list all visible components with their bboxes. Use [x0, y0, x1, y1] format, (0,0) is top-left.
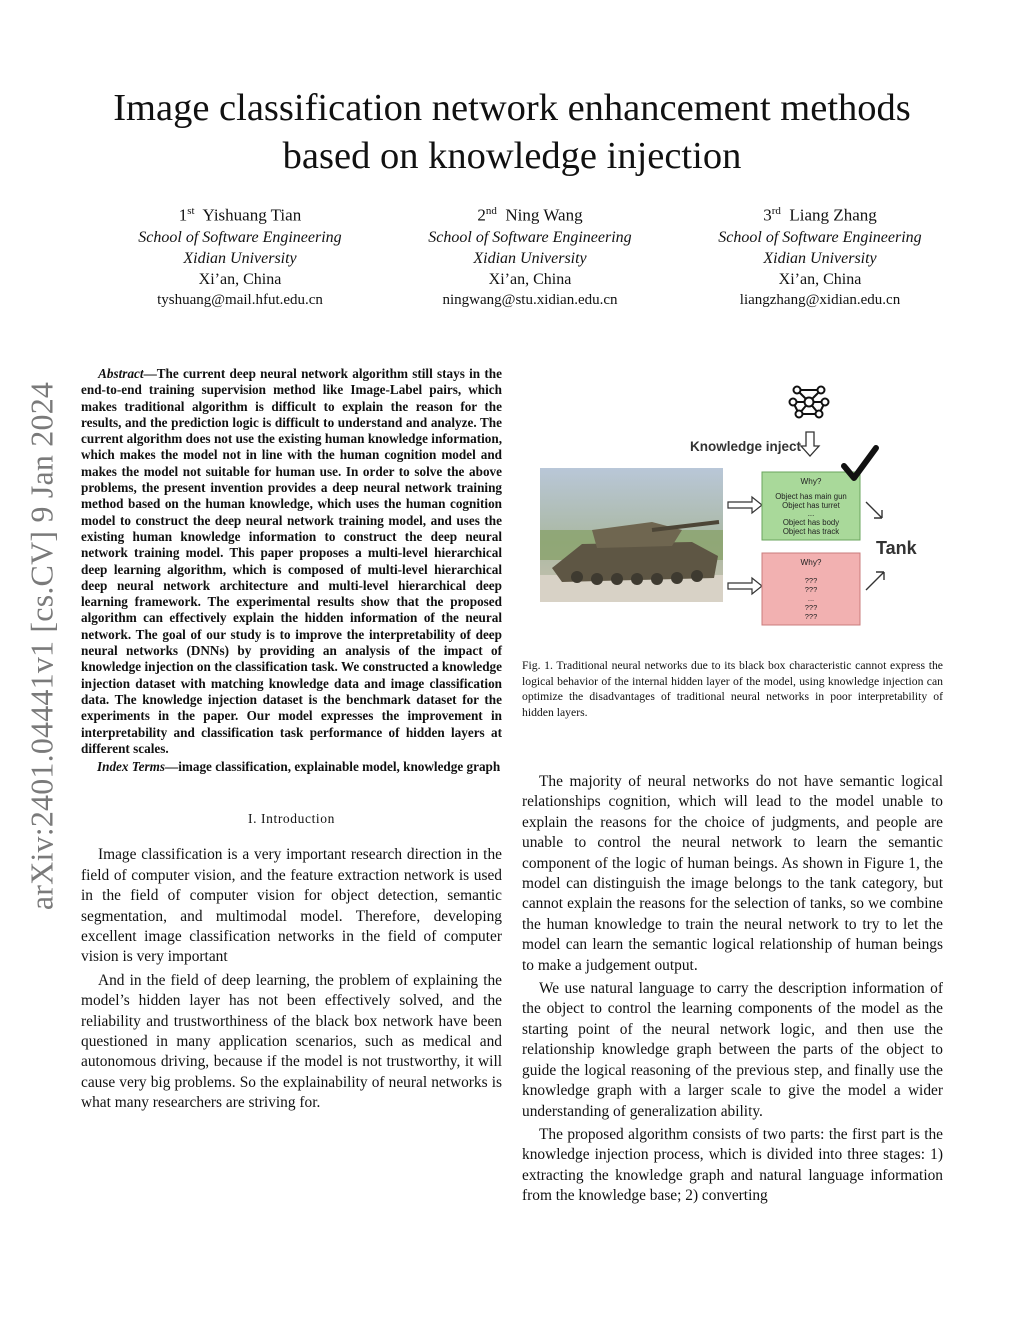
author-1: 1st Yishuang Tian School of Software Engineering Xidian University Xi’an, China tyshuang@mail.hfut.edu.cn [100, 200, 380, 311]
author-city: Xi’an, China [488, 270, 572, 288]
abstract [81, 366, 502, 757]
bottom-fact: ??? [804, 612, 818, 621]
right-paragraph-3: The proposed algorithm consists of two parts: the first part is the knowledge injection process, which is divided into three stages: 1) extracting the knowledge graph and natural language information from the knowledge base; 2) converting [522, 1125, 943, 1205]
knowledge-inject-label: Knowledge inject [690, 439, 802, 454]
abstract-text: —The current deep neural network algorithm still stays in the end-to-end training supervision method like Image-Label pairs, which makes traditional algorithm is difficult to explain the reason for the results, and the prediction logic is difficult to understand and analyze. The current algorithm does not use the existing human knowledge information, which makes the model not in line with the human cognition model and makes the model not suitable for human use. In order to solve the above problems, the present invention provides a deep neural network training method based on the human knowledge, which uses the human cognition model to construct the deep neural network training model, and uses the existing human knowledge information to construct the deep neural network training model. This paper proposes a multi-level hierarchical deep learning algorithm, which is composed of multi-level hierarchical deep neural network architecture and multi-level hierarchical deep learning framework. The experimental results show that the proposed algorithm can effectively explain the hidden information of the neural network. The goal of our study is to improve the interpretability of deep neural networks (DNNs) by providing an analysis of the impact of knowledge injection on the classification task. We constructed a knowledge injection dataset with matching knowledge data and image classification data. The knowledge injection dataset is the benchmark dataset for the experiments in the paper. Our model expresses the improvement in interpretability and classification task performance of hidden layers at different scales. [81, 366, 502, 756]
title-line-2: based on knowledge injection [282, 135, 742, 177]
index-terms [81, 759, 502, 775]
author-email: ningwang@stu.xidian.edu.cn [442, 291, 618, 308]
author-department: School of Software Engineering [138, 228, 342, 246]
arxiv-side-identifier [22, 366, 62, 926]
unexplained-reasoning-box [762, 553, 860, 625]
author-name: Ning Wang [505, 205, 583, 225]
figure-1 [522, 380, 943, 642]
bottom-fact: ??? [804, 576, 818, 585]
left-column [81, 366, 502, 1117]
right-column [522, 380, 943, 1210]
why-top-label: Why? [800, 477, 822, 486]
paper-title [60, 84, 964, 180]
down-arrow-icon [801, 432, 819, 456]
checkmark-icon [844, 448, 876, 478]
section-heading-introduction: I. Introduction [248, 811, 335, 827]
right-paragraph-1: The majority of neural networks do not have semantic logical relationships cognition, which will lead to the model unable to explain the reasons for the choice of judgments, and people are unable to control the neural network to learn the semantic component of the logic of human beings. As shown in Figure 1, the model can distinguish the image belongs to the tank category, but cannot explain the reasons for the selection of tanks, so we combine the human knowledge to train the neural network to try to let the model can learn the semantic logical relationship of human beings to make a judgement output. [522, 773, 943, 974]
arrow-icon [866, 572, 884, 590]
intro-paragraph-1: Image classification is a very important research direction in the field of computer vision, and the feature extraction network is used in the field of computer vision for object detection, semantic segmentation, and multimodal model. Therefore, developing excellent image classification networks in the field of computer vision is very important [81, 846, 502, 966]
author-name: Liang Zhang [789, 205, 877, 225]
title-line-1: Image classification network enhancement methods [113, 87, 911, 129]
arxiv-id-text: arXiv:2401.04441v1 [cs.CV] 9 Jan 2024 [23, 381, 60, 911]
top-fact: Object has main gun [775, 492, 847, 501]
abstract-lead: Abstract [98, 366, 144, 381]
tank-photo [540, 468, 723, 602]
author-name: Yishuang Tian [202, 205, 302, 225]
arrow-icon [866, 502, 882, 518]
top-fact: Object has turret [782, 501, 840, 510]
right-body-text [522, 772, 943, 1207]
author-department: School of Software Engineering [428, 228, 632, 246]
arrow-icon [728, 578, 762, 594]
author-university: Xidian University [763, 249, 877, 267]
author-university: Xidian University [473, 249, 587, 267]
why-bottom-label: Why? [800, 558, 822, 567]
figure-1-caption: Fig. 1. Traditional neural networks due to its black box characteristic cannot express the logical behavior of the internal hidden layer of the model, using knowledge injection can optimize the disadvantages of traditional neural networks in poor interpretability of hidden layers. [522, 659, 943, 719]
explained-reasoning-box [762, 472, 860, 540]
author-city: Xi’an, China [778, 270, 862, 288]
index-terms-lead: Index Terms [97, 759, 166, 775]
author-3: 3rd Liang Zhang School of Software Engineering Xidian University Xi’an, China liangzhang@xidian.edu.cn [680, 200, 960, 311]
author-city: Xi’an, China [198, 270, 282, 288]
author-email: liangzhang@xidian.edu.cn [739, 291, 901, 308]
author-university: Xidian University [183, 249, 297, 267]
bottom-fact: ... [807, 594, 815, 603]
bottom-fact: ??? [804, 603, 818, 612]
author-2: 2nd Ning Wang School of Software Engineering Xidian University Xi’an, China ningwang@stu.xidian.edu.cn [390, 200, 670, 311]
top-fact: Object has body [782, 518, 840, 527]
author-block [100, 200, 960, 311]
knowledge-graph-icon [790, 387, 829, 418]
author-email: tyshuang@mail.hfut.edu.cn [157, 291, 323, 308]
index-terms-text: —image classification, explainable model, knowledge graph [165, 759, 501, 775]
tank-result-label: Tank [876, 538, 917, 558]
top-fact: Object has track [782, 527, 840, 536]
bottom-fact: ??? [804, 585, 818, 594]
top-fact: ... [807, 509, 815, 518]
author-department: School of Software Engineering [718, 228, 922, 246]
arrow-icon [728, 497, 762, 513]
right-paragraph-2: We use natural language to carry the description information of the object to control the learning components of the model as the starting point of the neural network logic, and then use the relationship knowledge graph between the parts of the object to guide the logical reasoning of the previous step, and finally use the knowledge graph with a larger scale to give the model a wider understanding of generalization ability. [522, 980, 943, 1120]
intro-paragraph-2: And in the field of deep learning, the problem of explaining the model’s hidden layer has not been effectively solved, and the reliability and trustworthiness of the black box network have been questioned in many application scenarios, such as medical and autonomous driving, because if the model is not trustworthy, it will cause very big problems. So the explainability of neural networks is what many researchers are striving for. [81, 971, 502, 1112]
figure-1-graphic [522, 380, 943, 642]
